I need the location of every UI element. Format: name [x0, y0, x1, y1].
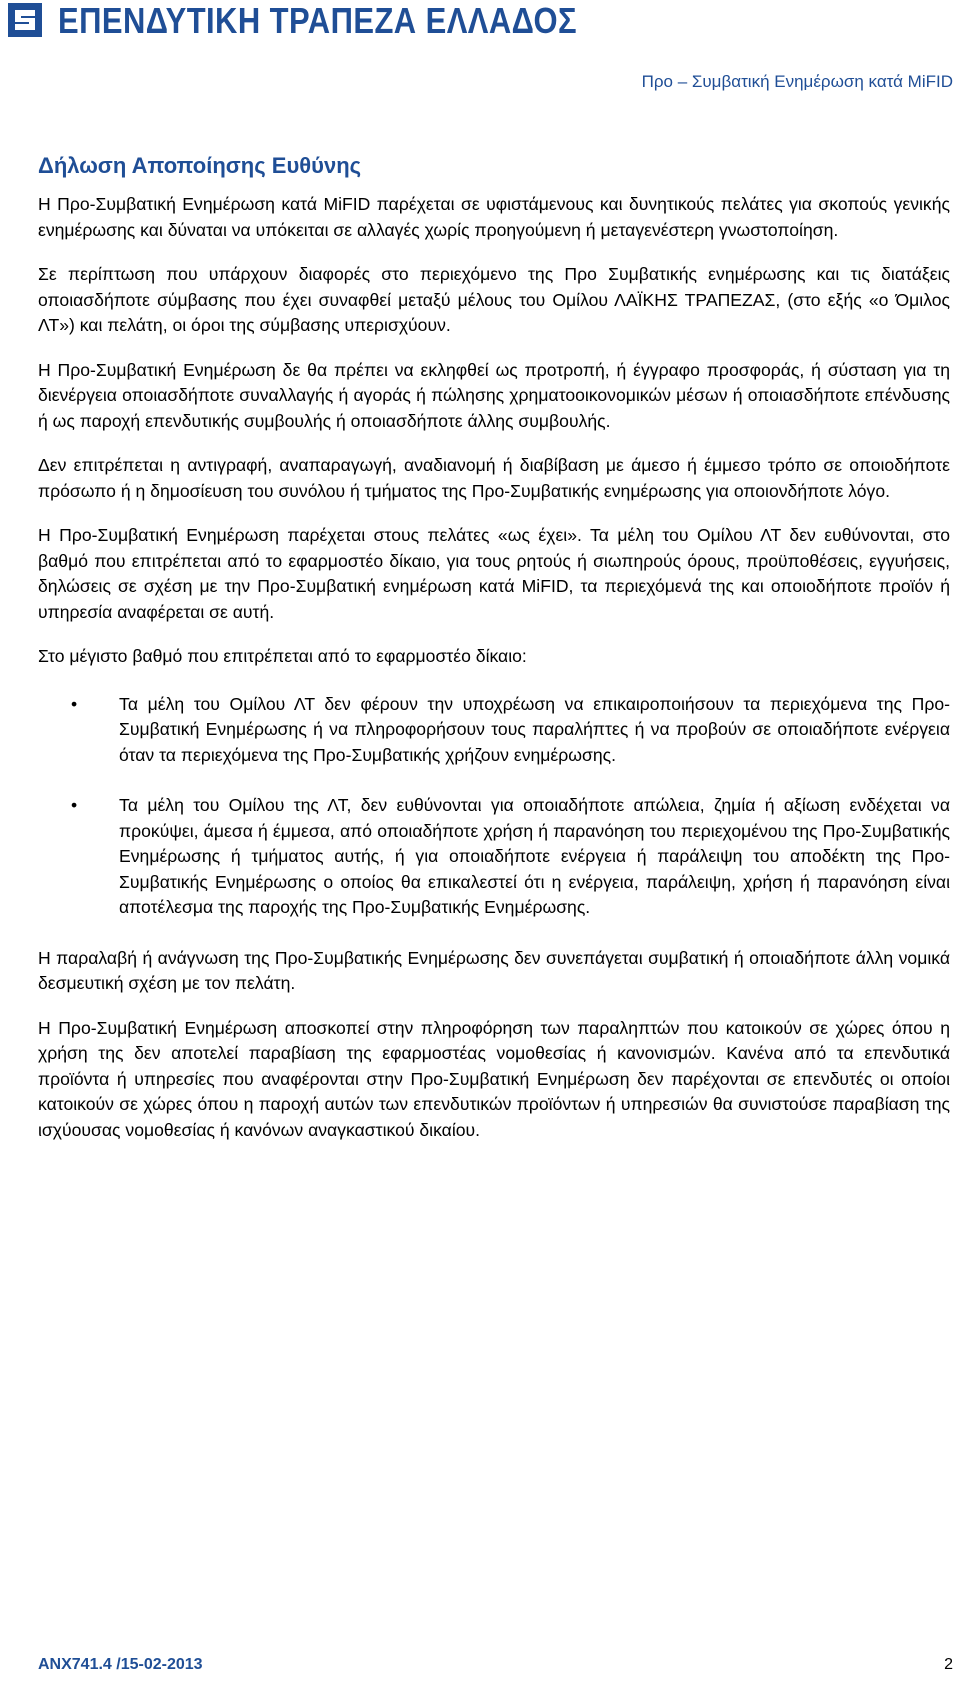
bullet-icon: •	[71, 795, 78, 815]
document-subtitle: Προ – Συμβατική Ενημέρωση κατά MiFID	[641, 72, 953, 91]
bank-logo-icon	[8, 3, 42, 37]
paragraph: Η Προ-Συμβατική Ενημέρωση δε θα πρέπει να εκληφθεί ως προτροπή, ή έγγραφο προσφοράς, ή σύσταση για τη διενέργεια οποιασδήποτε συναλλαγής ή αγοράς ή πώλησης χρηματοοικονομικών μέσων ή οποιασδήποτε επένδυσης ή ως παροχή επενδυτικής συμβουλής ή οποιασδήποτε άλλης συμβουλής.	[38, 359, 950, 431]
list-item	[38, 793, 950, 921]
bank-name: ΕΠΕΝΔΥΤΙΚΗ ΤΡΑΠΕΖΑ ΕΛΛΑΔΟΣ	[58, 0, 578, 41]
page-header	[0, 0, 960, 50]
paragraph: Στο μέγιστο βαθμό που επιτρέπεται από το εφαρμοστέο δίκαιο:	[38, 646, 527, 666]
list-item-text: Τα μέλη του Ομίλου της ΛΤ, δεν ευθύνονται για οποιαδήποτε απώλεια, ζημία ή αξίωση ενδέχεται να προκύψει, άμεσα ή έμμεσα, από οποιαδήποτε χρήση ή παρανόηση του περιεχομένου της Προ-Συμβατικής Ενημέρωσης ή τμήματος αυτής, ή για οποιαδήποτε ενέργεια ή παράλειψη του αποδέκτη της Προ-Συμβατικής Ενημέρωσης ο οποίος θα επικαλεστεί ότι η ενέργεια, παράλειψη, χρήση ή παρανόηση είναι αποτέλεσμα της παροχής της Προ-Συμβατικής Ενημέρωσης.	[119, 795, 950, 917]
bullet-list	[38, 692, 950, 921]
list-item-text: Τα μέλη του Ομίλου ΛΤ δεν φέρουν την υποχρέωση να επικαιροποιήσουν τα περιεχόμενα της Προ-Συμβατική Ενημέρωσης ή να πληροφορήσουν τους παραλήπτες ή να προβούν σε οποιαδήποτε ενέργεια όταν τα περιεχόμενα της Προ-Συμβατικής χρήζουν ενημέρωσης.	[119, 693, 950, 765]
document-code: ANX741.4 /15-02-2013	[38, 1656, 203, 1673]
list-item	[38, 692, 950, 769]
paragraph: Σε περίπτωση που υπάρχουν διαφορές στο περιεχόμενο της Προ Συμβατικής ενημέρωσης και τις διατάξεις οποιασδήποτε σύμβασης που έχει συναφθεί μεταξύ μέλους του Ομίλου ΛΑΪΚΗΣ ΤΡΑΠΕΖΑΣ, (στο εξής «ο Όμιλος ΛΤ») και πελάτη, οι όροι της σύμβασης υπερισχύουν.	[38, 264, 950, 335]
paragraph: Δεν επιτρέπεται η αντιγραφή, αναπαραγωγή, αναδιανομή ή διαβίβαση με άμεσο ή έμμεσο τρόπο σε οποιοδήποτε πρόσωπο ή η δημοσίευση του συνόλου ή τμήματος της Προ-Συμβατικής ενημέρωσης για οποιονδήποτε λόγο.	[38, 455, 950, 501]
paragraph: Η παραλαβή ή ανάγνωση της Προ-Συμβατικής Ενημέρωσης δεν συνεπάγεται συμβατική ή οποιαδήποτε άλλη νομικά δεσμευτική σχέση με τον πελάτη.	[38, 947, 950, 993]
page-number: 2	[944, 1656, 953, 1673]
document-title: Δήλωση Αποποίησης Ευθύνης	[38, 153, 362, 178]
paragraph: Η Προ-Συμβατική Ενημέρωση παρέχεται στους πελάτες «ως έχει». Τα μέλη του Ομίλου ΛΤ δεν ευθύνονται, στο βαθμό που επιτρέπεται από το εφαρμοστέο δίκαιο, για τους ρητούς ή σιωπηρούς όρους, προϋποθέσεις, εγγυήσεις, δηλώσεις σε σχέση με την Προ-Συμβατική ενημέρωση κατά MiFID, τα περιεχόμενά της και οποιοδήποτε προϊόν ή υπηρεσία αναφέρεται σε αυτή.	[38, 525, 950, 622]
paragraph: Η Προ-Συμβατική Ενημέρωση αποσκοπεί στην πληροφόρηση των παραληπτών που κατοικούν σε χώρες όπου η χρήση της δεν αποτελεί παραβίαση της εφαρμοστέας νομοθεσίας ή κανονισμών. Κανένα από τα επενδυτικά προϊόντα ή υπηρεσίες που αναφέρονται στην Προ-Συμβατική Ενημέρωση δεν παρέχονται σε επενδυτές οι οποίοι κατοικούν σε χώρες όπου η παροχή αυτών των επενδυτικών προϊόντων ή υπηρεσιών θα συνιστούσε παραβίαση της ισχύουσας νομοθεσίας ή κανόνων αναγκαστικού δικαίου.	[38, 1017, 950, 1140]
document-body	[38, 152, 950, 1162]
bullet-icon: •	[71, 693, 78, 714]
paragraph: Η Προ-Συμβατική Ενημέρωση κατά MiFID παρέχεται σε υφιστάμενους και δυνητικούς πελάτες για σκοπούς γενικής ενημέρωσης και δύναται να υπόκειται σε αλλαγές χωρίς προηγούμενη ή μεταγενέστερη γνωστοποίηση.	[38, 194, 950, 240]
